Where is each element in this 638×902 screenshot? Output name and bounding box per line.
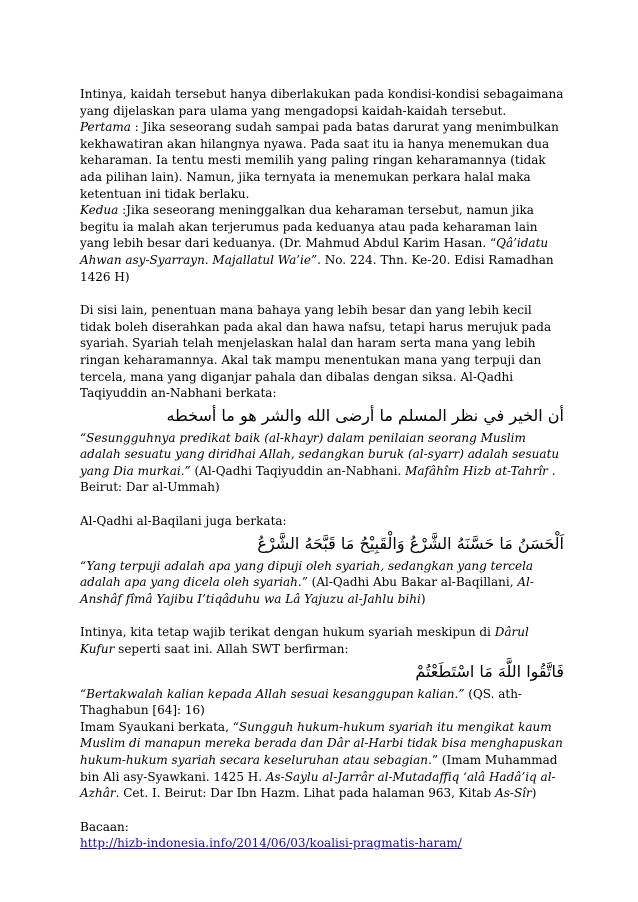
- syaukani-end: ): [531, 786, 537, 801]
- paragraph-di-sisi-lain: [80, 302, 564, 402]
- paragraph-pertama: [80, 119, 564, 202]
- kedua-label: Kedua: [80, 203, 119, 218]
- syaukani-kitab: As-Sîr: [495, 786, 532, 801]
- source-baqilani-tail: ): [420, 591, 426, 606]
- syaukani-source: .” (Imam Muhammad bin Ali asy-Syawkani. 1425 H.: [80, 753, 558, 784]
- pertama-label: Pertama: [80, 120, 131, 135]
- translation-taghabun: [80, 686, 564, 719]
- source-baqilani-title: Al-Anshâf fîmâ Yajibu I’tiqâduhu wa Lâ Yajuzu al-Jahlu bihi: [80, 575, 534, 606]
- paragraph-syaukani: [80, 719, 564, 802]
- syaukani-lead: Imam Syaukani berkata,: [80, 719, 233, 734]
- paragraph-baqilani-intro: [80, 513, 564, 530]
- bacaan-label: Bacaan:: [80, 819, 129, 834]
- darul-kufur-text-b: seperti saat ini. Allah SWT berfirman:: [114, 642, 349, 657]
- di-sisi-lain-text: Di sisi lain, penentuan mana bahaya yang lebih besar dan yang lebih kecil tidak boleh diserahkan pada akal dan hawa nafsu, tetapi harus merujuk pada syariah. Syariah telah menjelaskan halal dan haram serta mana yang lebih ringan keharamannya. Akal tak mampu menentukan mana yang terpuji dan tercela, mana yang diganjar pahala dan dibalas dengan siksa. Al-Qadhi Taqiyuddin an-Nabhani berkata:: [80, 303, 552, 401]
- source-nabhani: (Al-Qadhi Taqiyuddin an-Nabhani.: [190, 463, 406, 478]
- source-taghabun: (QS. ath-Thaghabun [64]: 16): [80, 686, 522, 718]
- syaukani-source-tail: . Cet. I. Beirut: Dar Ibn Hazm. Lihat pada halaman 963, Kitab: [115, 786, 496, 801]
- source-nabhani-title: Mafâhîm Hizb at-Tahrîr: [405, 463, 548, 478]
- intro-text: Intinya, kaidah tersebut hanya diberlakukan pada kondisi-kondisi sebagaimana yang dijelaskan para ulama yang mengadopsi kaidah-kaidah tersebut.: [80, 87, 564, 118]
- arabic-quote-nabhani: أن الخير في نظر المسلم ما أرضى الله والشر هو ما أسخطه: [166, 405, 564, 425]
- translation-taghabun-text: “Bertakwalah kalian kepada Allah sesuai kesanggupan kalian.”: [80, 686, 465, 701]
- source-nabhani-tail: . Beirut: Dar al-Ummah): [80, 463, 556, 495]
- arabic-verse-taghabun: فَاتَّقُوا اللَّهَ مَا اسْتَطَعْتُمْ: [415, 661, 564, 681]
- source-link[interactable]: http://hizb-indonesia.info/2014/06/03/koalisi-pragmatis-haram/: [80, 836, 462, 851]
- translation-nabhani: [80, 430, 564, 496]
- pertama-text: : Jika seseorang sudah sampai pada batas darurat yang menimbulkan kekhawatiran akan hilangnya nyawa. Pada saat itu ia hanya menemukan dua keharaman. Ia tentu mesti memilih yang paling ringan keharamannya (tidak ada pilihan lain). Namun, jika ternyata ia menemukan perkara halal maka ketentuan ini tidak berlaku.: [80, 120, 559, 201]
- darul-kufur-text-a: Intinya, kita tetap wajib terikat dengan hukum syariah meskipun di: [80, 625, 495, 640]
- paragraph-darul-kufur: [80, 624, 564, 657]
- source-baqilani: (Al-Qadhi Abu Bakar al-Baqillani,: [307, 575, 518, 590]
- kedua-source-title: Qâ’idatu Ahwan asy-Syarrayn. Majallatul Wa’ie”.: [80, 236, 549, 267]
- bacaan-link-line: [80, 835, 564, 852]
- translation-baqilani-text: “Yang terpuji adalah apa yang dipuji oleh syariah, sedangkan yang tercela adalah apa yang dicela oleh syariah.”: [80, 558, 534, 590]
- darul-kufur-term: Dârul Kufur: [80, 625, 529, 657]
- paragraph-intro: [80, 86, 564, 119]
- kedua-source-tail: No. 224. Thn. Ke-20. Edisi Ramadhan 1426 H): [80, 252, 554, 284]
- kedua-text: :Jika seseorang meninggalkan dua keharaman tersebut, namun jika begitu ia malah akan terjerumus pada keduanya atau pada keharaman lain yang lebih besar dari keduanya. (Dr. Mahmud Abdul Karim Hasan. “: [80, 203, 538, 251]
- arabic-quote-baqilani: اَلْحَسَنُ مَا حَسَّنَهُ الشَّرْعُ وَالْقَبِيْحُ مَا قَبَّحَهُ الشَّرْعُ: [257, 533, 564, 553]
- translation-nabhani-text: “Sesungguhnya predikat baik (al-khayr) dalam penilaian seorang Muslim adalah sesuatu yang diridhai Allah, sedangkan buruk (al-syarr) adalah sesuatu yang Dia murkai.”: [80, 430, 560, 478]
- baqilani-intro-text: Al-Qadhi al-Baqilani juga berkata:: [80, 514, 287, 529]
- translation-baqilani: [80, 558, 564, 608]
- syaukani-source-title: As-Saylu al-Jarrâr al-Mutadaffiq ‘alâ Hadâ’iq al-Azhâr: [80, 769, 556, 801]
- syaukani-quote: “Sungguh hukum-hukum syariah itu mengikat kaum Muslim di manapun mereka berada dan Dâr al-Harbi tidak bisa menghapuskan hukum-hukum syariah secara keseluruhan atau sebagian: [80, 719, 563, 767]
- paragraph-kedua: [80, 202, 564, 285]
